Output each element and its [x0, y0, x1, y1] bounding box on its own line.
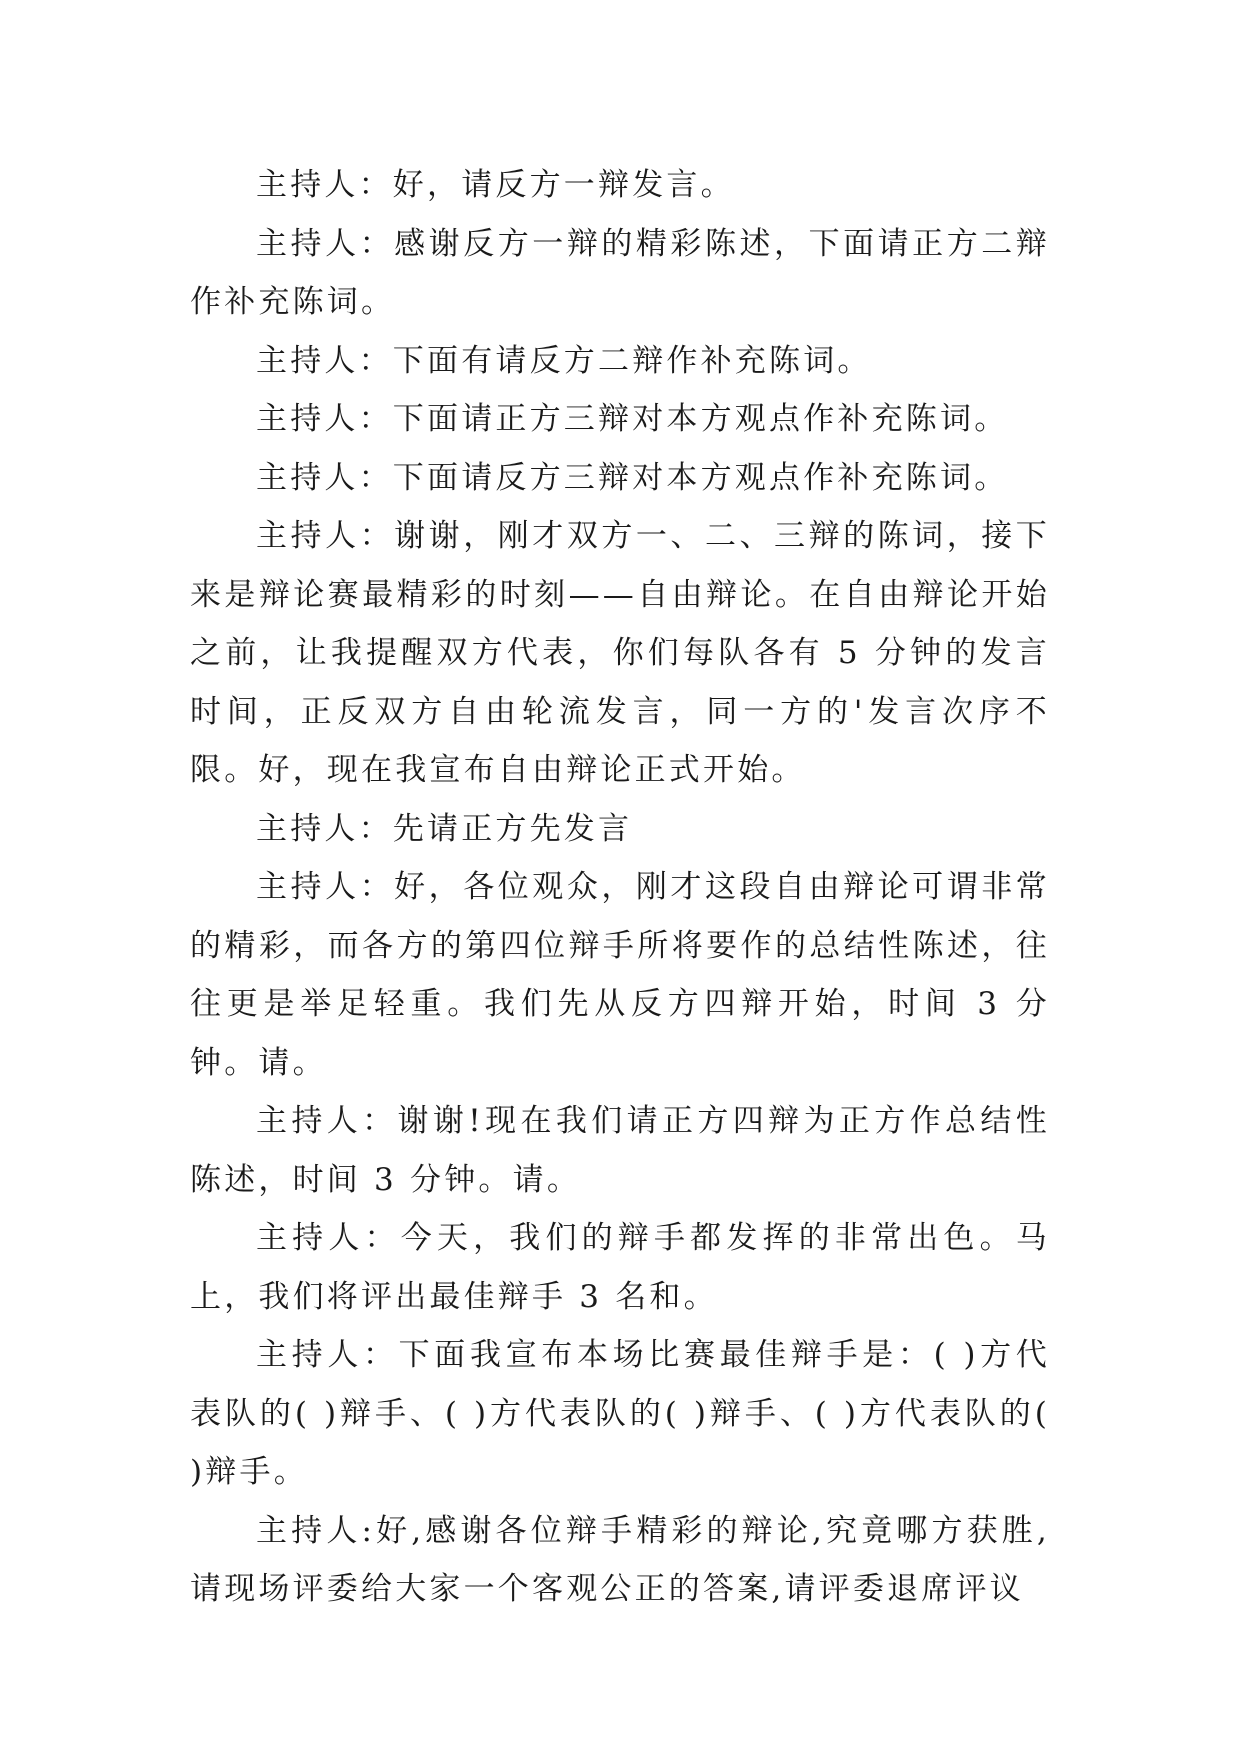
paragraph-host-5: 主持人：下面请反方三辩对本方观点作补充陈词。: [256, 459, 1009, 496]
paragraph-host-7: 主持人：先请正方先发言: [256, 810, 633, 847]
paragraph-host-3: 主持人：下面有请反方二辩作补充陈词。: [256, 342, 872, 379]
paragraph-host-11: 主持人：下面我宣布本场比赛最佳辩手是：( )方代表队的( )辩手、( )方代表队的( )辩手、( )方代表队的( )辩手。: [190, 1337, 1050, 1490]
paragraph-host-6: 主持人：谢谢，刚才双方一、二、三辩的陈词，接下来是辩论赛最精彩的时刻——自由辩论。在自由辩论开始之前，让我提醒双方代表，你们每队各有 5 分钟的发言时间，正反双方自由轮流发言，同一方的'发言次序不限。好，现在我宣布自由辩论正式开始。: [190, 518, 1050, 788]
paragraph-host-10: 主持人：今天，我们的辩手都发挥的非常出色。马上，我们将评出最佳辩手 3 名和。: [190, 1220, 1050, 1315]
paragraph-host-2: 主持人：感谢反方一辩的精彩陈述，下面请正方二辩作补充陈词。: [190, 225, 1050, 320]
paragraph-host-12: 主持人:好,感谢各位辩手精彩的辩论,究竟哪方获胜,请现场评委给大家一个客观公正的答案,请评委退席评议: [190, 1512, 1050, 1607]
paragraph-host-9: 主持人：谢谢!现在我们请正方四辩为正方作总结性陈述，时间 3 分钟。请。: [190, 1103, 1050, 1198]
document-body: [190, 156, 1050, 1619]
paragraph-host-8: 主持人：好，各位观众，刚才这段自由辩论可谓非常的精彩，而各方的第四位辩手所将要作的总结性陈述，往往更是举足轻重。我们先从反方四辩开始，时间 3 分钟。请。: [190, 869, 1050, 1081]
paragraph-host-4: 主持人：下面请正方三辩对本方观点作补充陈词。: [256, 401, 1009, 437]
paragraph-host-1: 主持人：好，请反方一辩发言。: [256, 167, 735, 203]
